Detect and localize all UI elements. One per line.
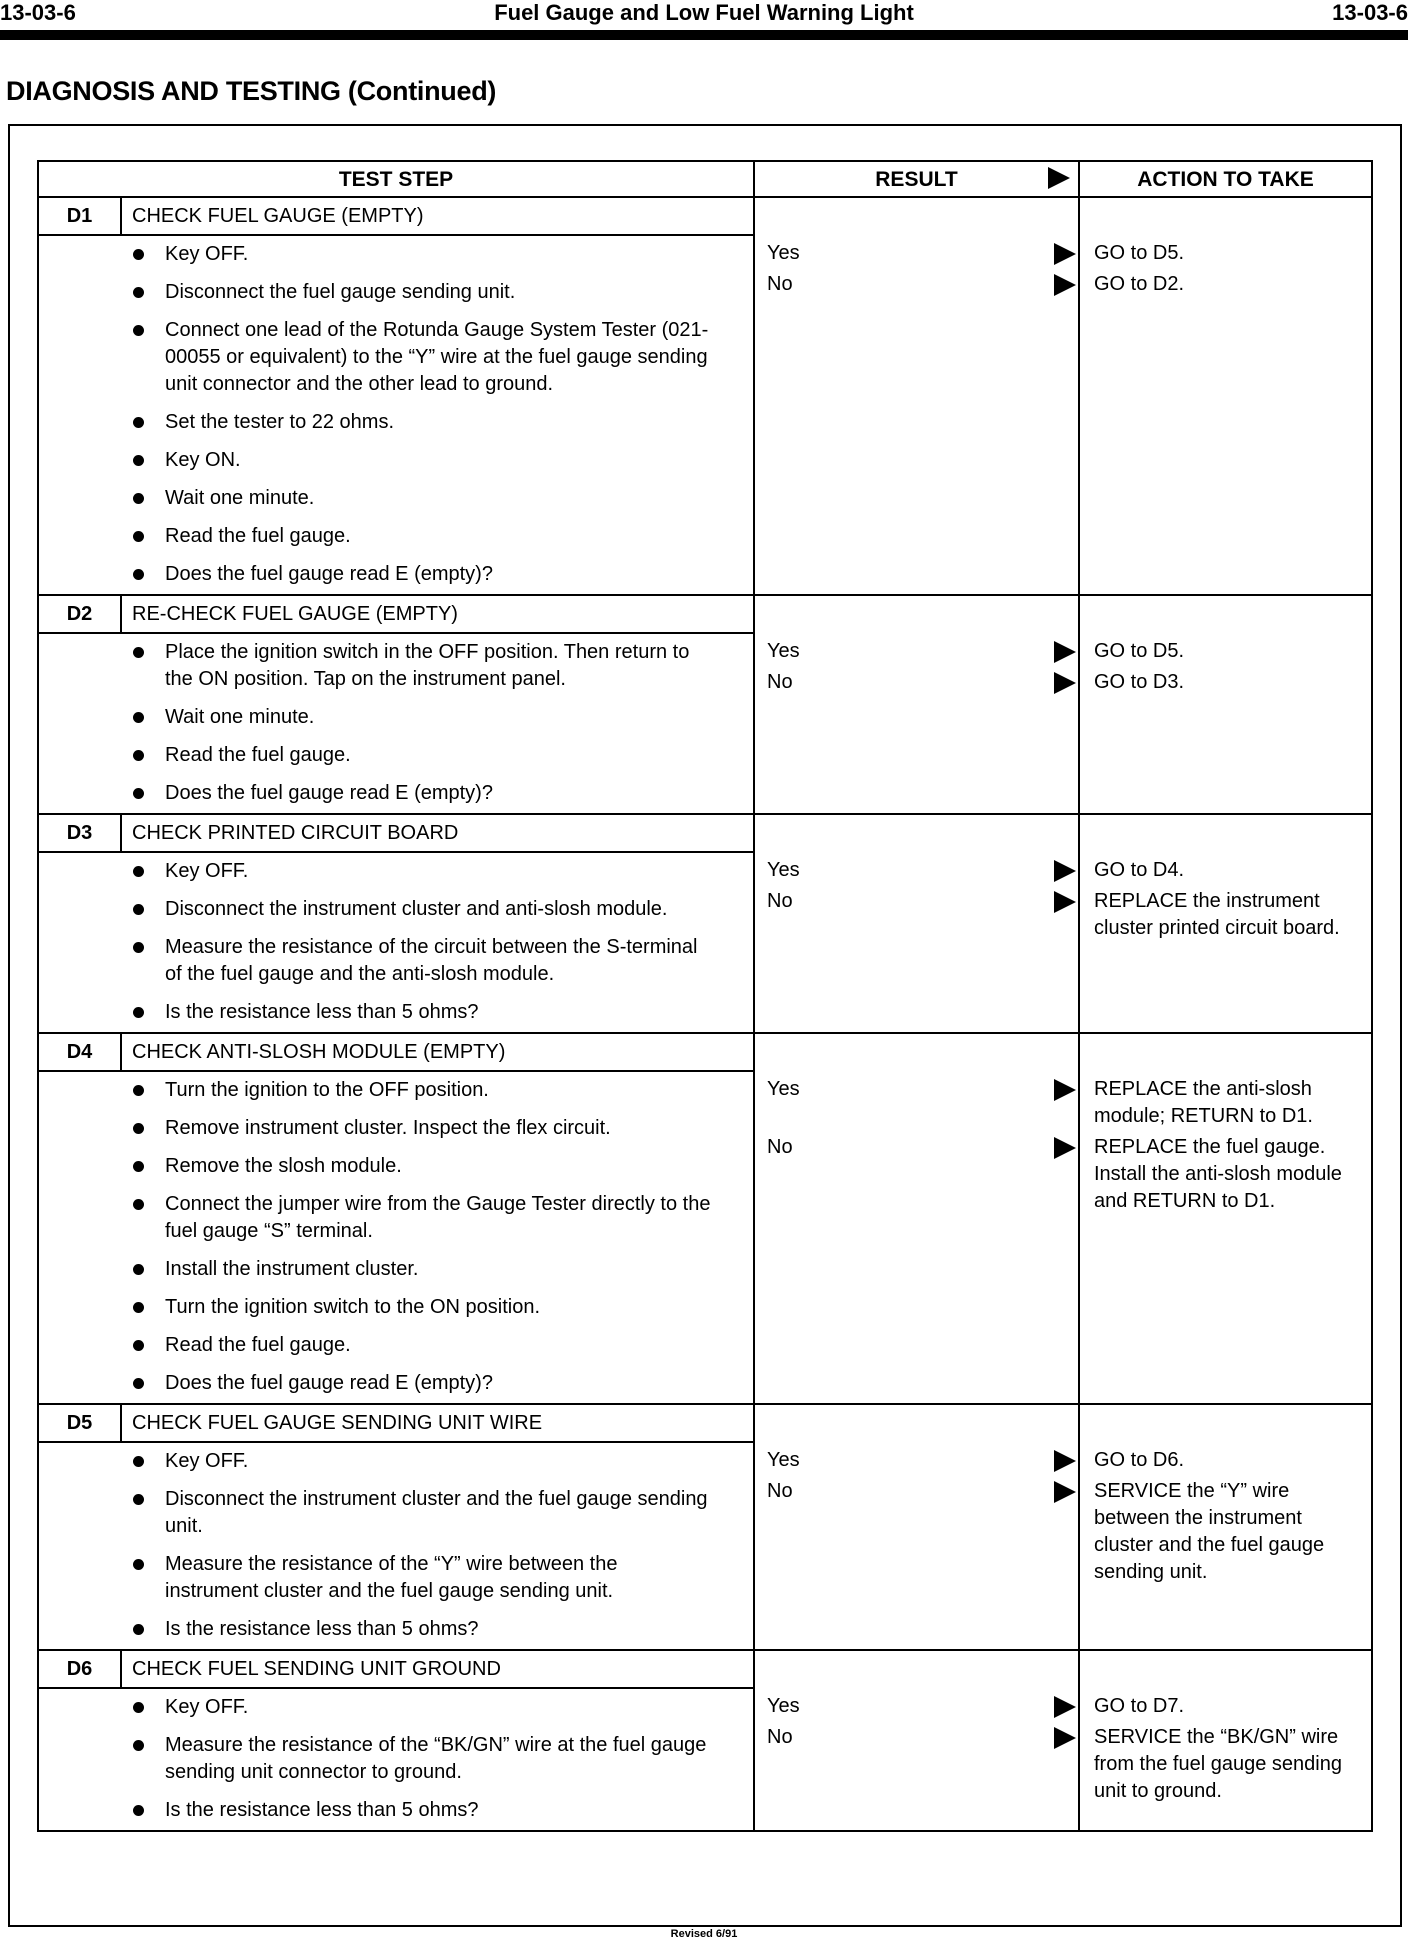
right-triangle-icon: [1054, 860, 1076, 890]
result-item: [755, 638, 1078, 665]
result-text: No: [767, 890, 793, 912]
step-bullet-list: [39, 1689, 753, 1830]
bullet-dot-icon: [133, 1161, 144, 1172]
result-text: Yes: [767, 1449, 800, 1471]
result-text: Yes: [767, 1695, 800, 1717]
result-item: [755, 669, 1078, 696]
bullet-dot-icon: [133, 1702, 144, 1713]
step-bullet-text: Is the resistance less than 5 ohms?: [165, 1799, 479, 1821]
bullet-dot-icon: [133, 569, 144, 580]
bullet-dot-icon: [133, 1264, 144, 1275]
bullet-dot-icon: [133, 1340, 144, 1351]
test-step-cell: [38, 197, 754, 595]
step-bullet-list: [39, 853, 753, 1032]
result-header: [754, 161, 1079, 197]
step-bullet-text: Key OFF.: [165, 1696, 249, 1718]
step-bullet-list: [39, 1072, 753, 1403]
bullet-dot-icon: [133, 1123, 144, 1134]
right-triangle-icon: [1054, 641, 1076, 671]
revision-note: Revised 6/91: [670, 1928, 738, 1940]
step-bullet: [133, 1153, 713, 1180]
step-heading: [39, 198, 753, 236]
bullet-dot-icon: [133, 904, 144, 915]
result-cell: [754, 1404, 1079, 1650]
result-item: [755, 1693, 1078, 1720]
step-bullet-text: Wait one minute.: [165, 706, 315, 728]
result-item: [755, 1076, 1078, 1130]
step-bullet-text: Wait one minute.: [165, 487, 315, 509]
step-bullet-text: Does the fuel gauge read E (empty)?: [165, 782, 493, 804]
test-step-cell: [38, 1404, 754, 1650]
step-bullet: [133, 1191, 713, 1245]
bullet-dot-icon: [133, 1378, 144, 1389]
step-bullet-text: Place the ignition switch in the OFF position. Then return to the ON position. Tap on the instrument panel.: [165, 641, 690, 690]
step-bullet: [133, 1115, 713, 1142]
bullet-dot-icon: [133, 1740, 144, 1751]
result-text: No: [767, 671, 793, 693]
result-item: [755, 888, 1078, 942]
step-bullet-text: Disconnect the instrument cluster and the fuel gauge sending unit.: [165, 1488, 708, 1537]
action-item: SERVICE the “Y” wire between the instrument cluster and the fuel gauge sending unit.: [1094, 1480, 1325, 1583]
step-bullet: [133, 241, 713, 268]
action-cell: [1079, 1650, 1372, 1831]
test-step-row: [38, 197, 1372, 595]
section-title: DIAGNOSIS AND TESTING (Continued): [6, 76, 497, 106]
step-id: D1: [39, 198, 122, 234]
result-item: [755, 240, 1078, 267]
right-triangle-icon: [1054, 1481, 1076, 1511]
action-item: REPLACE the anti-slosh module; RETURN to D1.: [1094, 1078, 1313, 1127]
bullet-dot-icon: [133, 1302, 144, 1313]
result-text: Yes: [767, 242, 800, 264]
result-text: Yes: [767, 859, 800, 881]
action-cell: [1079, 197, 1372, 595]
step-bullet: [133, 1797, 713, 1824]
result-item: [755, 1134, 1078, 1215]
step-id: D5: [39, 1405, 122, 1441]
result-item: [755, 1724, 1078, 1805]
right-triangle-icon: [1054, 1450, 1076, 1480]
action-item: GO to D4.: [1094, 859, 1185, 881]
step-bullet: [133, 279, 713, 306]
step-title: CHECK ANTI-SLOSH MODULE (EMPTY): [132, 1041, 506, 1063]
step-bullet-list: [39, 236, 753, 594]
action-item: GO to D5.: [1094, 242, 1185, 264]
page-number-right: 13-03-6: [1332, 0, 1408, 25]
step-bullet: [133, 1486, 713, 1540]
right-triangle-icon: [1054, 891, 1076, 921]
test-step-row: [38, 595, 1372, 814]
test-step-cell: [38, 814, 754, 1033]
step-heading: [39, 1651, 753, 1689]
bullet-dot-icon: [133, 1559, 144, 1570]
step-bullet-text: Read the fuel gauge.: [165, 744, 351, 766]
step-bullet: [133, 1616, 713, 1643]
step-bullet: [133, 704, 713, 731]
right-triangle-icon: [1054, 243, 1076, 273]
step-bullet: [133, 858, 713, 885]
step-bullet: [133, 1732, 713, 1786]
result-item: [755, 1478, 1078, 1586]
result-text: Yes: [767, 1078, 800, 1100]
bullet-dot-icon: [133, 1199, 144, 1210]
test-step-cell: [38, 1033, 754, 1404]
step-bullet-text: Key ON.: [165, 449, 241, 471]
result-header-label: RESULT: [875, 167, 958, 191]
action-item: REPLACE the instrument cluster printed circuit board.: [1094, 890, 1340, 939]
step-bullet: [133, 485, 713, 512]
test-step-row: [38, 1650, 1372, 1831]
step-bullet-list: [39, 1443, 753, 1649]
step-bullet-text: Key OFF.: [165, 1450, 249, 1472]
step-bullet: [133, 1077, 713, 1104]
result-text: No: [767, 1480, 793, 1502]
step-bullet-text: Key OFF.: [165, 860, 249, 882]
step-bullet-text: Key OFF.: [165, 243, 249, 265]
step-bullet-text: Remove instrument cluster. Inspect the flex circuit.: [165, 1117, 611, 1139]
step-bullet-list: [39, 634, 753, 813]
result-cell: [754, 1650, 1079, 1831]
step-heading: [39, 1034, 753, 1072]
page-header: [0, 0, 1408, 26]
step-bullet: [133, 1294, 713, 1321]
page-title: Fuel Gauge and Low Fuel Warning Light: [494, 0, 914, 25]
result-text: Yes: [767, 640, 800, 662]
test-step-row: [38, 814, 1372, 1033]
action-cell: [1079, 814, 1372, 1033]
step-bullet-text: Read the fuel gauge.: [165, 1334, 351, 1356]
step-bullet-text: Connect one lead of the Rotunda Gauge System Tester (021-00055 or equivalent) to the “Y” wire at the fuel gauge sending unit connector and the other lead to ground.: [165, 319, 709, 395]
step-bullet-text: Is the resistance less than 5 ohms?: [165, 1001, 479, 1023]
step-bullet-text: Does the fuel gauge read E (empty)?: [165, 1372, 493, 1394]
step-title: CHECK PRINTED CIRCUIT BOARD: [132, 822, 459, 844]
step-bullet-text: Turn the ignition switch to the ON position.: [165, 1296, 540, 1318]
bullet-dot-icon: [133, 712, 144, 723]
step-id: D4: [39, 1034, 122, 1070]
result-item: [755, 1447, 1078, 1474]
step-bullet-text: Disconnect the instrument cluster and anti-slosh module.: [165, 898, 668, 920]
right-triangle-icon: [1054, 672, 1076, 702]
bullet-dot-icon: [133, 249, 144, 260]
test-step-header: TEST STEP: [38, 161, 754, 197]
bullet-dot-icon: [133, 531, 144, 542]
bullet-dot-icon: [133, 417, 144, 428]
step-bullet: [133, 1551, 713, 1605]
header-rule: [0, 30, 1408, 40]
step-bullet: [133, 523, 713, 550]
step-id: D2: [39, 596, 122, 632]
action-cell: [1079, 1404, 1372, 1650]
step-bullet-text: Measure the resistance of the “BK/GN” wire at the fuel gauge sending unit connector to ground.: [165, 1734, 707, 1783]
diagnosis-table: [37, 160, 1373, 1832]
step-bullet-text: Does the fuel gauge read E (empty)?: [165, 563, 493, 585]
result-cell: [754, 1033, 1079, 1404]
step-id: D3: [39, 815, 122, 851]
action-cell: [1079, 1033, 1372, 1404]
step-bullet: [133, 780, 713, 807]
bullet-dot-icon: [133, 1085, 144, 1096]
step-bullet-text: Read the fuel gauge.: [165, 525, 351, 547]
step-bullet: [133, 1370, 713, 1397]
step-bullet: [133, 561, 713, 588]
step-bullet: [133, 639, 713, 693]
action-item: REPLACE the fuel gauge. Install the anti-slosh module and RETURN to D1.: [1094, 1136, 1342, 1212]
result-cell: [754, 197, 1079, 595]
steps-body: [38, 197, 1372, 1831]
action-item: GO to D2.: [1094, 273, 1185, 295]
bullet-dot-icon: [133, 1624, 144, 1635]
action-item: GO to D3.: [1094, 671, 1185, 693]
bullet-dot-icon: [133, 942, 144, 953]
action-header: ACTION TO TAKE: [1079, 161, 1372, 197]
step-title: RE-CHECK FUEL GAUGE (EMPTY): [132, 603, 458, 625]
right-triangle-icon: [1054, 1079, 1076, 1109]
step-title: CHECK FUEL GAUGE SENDING UNIT WIRE: [132, 1412, 543, 1434]
page-number-left: 13-03-6: [0, 0, 76, 25]
right-triangle-icon: [1048, 167, 1070, 196]
step-bullet: [133, 896, 713, 923]
action-item: GO to D5.: [1094, 640, 1185, 662]
step-bullet-text: Disconnect the fuel gauge sending unit.: [165, 281, 516, 303]
result-text: No: [767, 1136, 793, 1158]
bullet-dot-icon: [133, 1805, 144, 1816]
action-item: GO to D7.: [1094, 1695, 1185, 1717]
step-bullet: [133, 409, 713, 436]
bullet-dot-icon: [133, 866, 144, 877]
bullet-dot-icon: [133, 1007, 144, 1018]
right-triangle-icon: [1054, 274, 1076, 304]
bullet-dot-icon: [133, 455, 144, 466]
step-bullet: [133, 934, 713, 988]
right-triangle-icon: [1054, 1137, 1076, 1167]
step-bullet: [133, 742, 713, 769]
step-bullet: [133, 447, 713, 474]
step-bullet-text: Set the tester to 22 ohms.: [165, 411, 395, 433]
bullet-dot-icon: [133, 647, 144, 658]
step-bullet: [133, 1256, 713, 1283]
right-triangle-icon: [1054, 1696, 1076, 1726]
result-item: [755, 857, 1078, 884]
step-id: D6: [39, 1651, 122, 1687]
result-cell: [754, 595, 1079, 814]
bullet-dot-icon: [133, 788, 144, 799]
table-header-row: [38, 161, 1372, 197]
bullet-dot-icon: [133, 287, 144, 298]
result-text: No: [767, 273, 793, 295]
step-bullet-text: Install the instrument cluster.: [165, 1258, 419, 1280]
bullet-dot-icon: [133, 325, 144, 336]
step-bullet-text: Is the resistance less than 5 ohms?: [165, 1618, 479, 1640]
step-bullet: [133, 1448, 713, 1475]
test-step-row: [38, 1404, 1372, 1650]
step-bullet-text: Measure the resistance of the “Y” wire between the instrument cluster and the fuel gauge sending unit.: [165, 1553, 618, 1602]
step-bullet-text: Connect the jumper wire from the Gauge Tester directly to the fuel gauge “S” terminal.: [165, 1193, 711, 1242]
action-cell: [1079, 595, 1372, 814]
step-bullet: [133, 317, 713, 398]
result-cell: [754, 814, 1079, 1033]
right-triangle-icon: [1054, 1727, 1076, 1757]
step-bullet: [133, 1332, 713, 1359]
result-text: No: [767, 1726, 793, 1748]
action-item: SERVICE the “BK/GN” wire from the fuel gauge sending unit to ground.: [1094, 1726, 1342, 1802]
step-bullet-text: Turn the ignition to the OFF position.: [165, 1079, 489, 1101]
bullet-dot-icon: [133, 493, 144, 504]
bullet-dot-icon: [133, 1494, 144, 1505]
result-item: [755, 271, 1078, 298]
step-heading: [39, 1405, 753, 1443]
bullet-dot-icon: [133, 1456, 144, 1467]
bullet-dot-icon: [133, 750, 144, 761]
step-bullet-text: Remove the slosh module.: [165, 1155, 402, 1177]
test-step-row: [38, 1033, 1372, 1404]
step-title: CHECK FUEL GAUGE (EMPTY): [132, 205, 424, 227]
step-bullet: [133, 999, 713, 1026]
step-title: CHECK FUEL SENDING UNIT GROUND: [132, 1658, 501, 1680]
test-step-cell: [38, 595, 754, 814]
step-bullet: [133, 1694, 713, 1721]
action-item: GO to D6.: [1094, 1449, 1185, 1471]
step-heading: [39, 596, 753, 634]
step-bullet-text: Measure the resistance of the circuit between the S-terminal of the fuel gauge and the anti-slosh module.: [165, 936, 698, 985]
step-heading: [39, 815, 753, 853]
test-step-cell: [38, 1650, 754, 1831]
